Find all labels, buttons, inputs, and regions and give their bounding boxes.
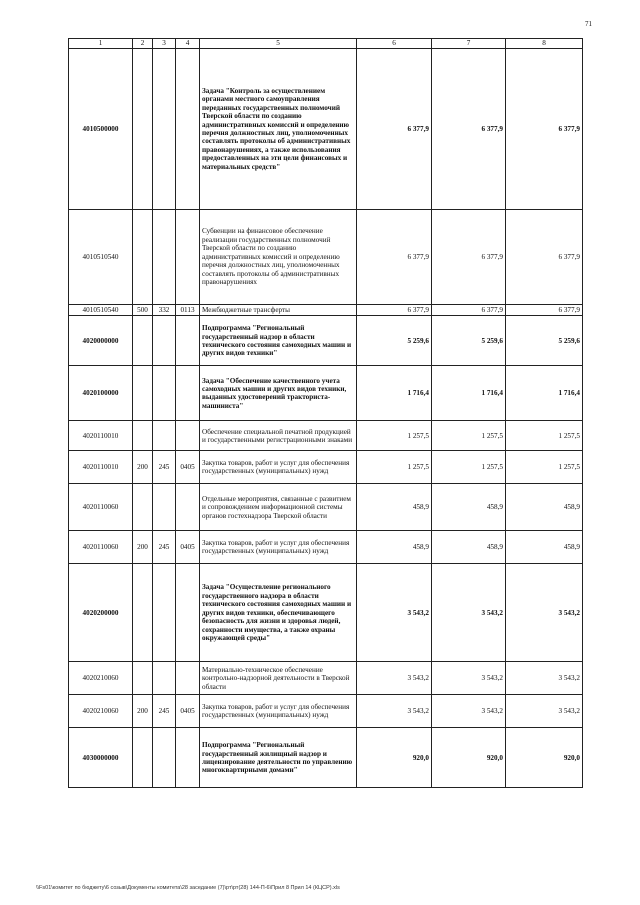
cell-desc: Отдельные мероприятия, связанные с развитием и сопровождением информационной системы органов гостехнадзора Тверской области [200, 484, 357, 531]
table-row [69, 421, 583, 451]
cell-desc: Подпрограмма "Региональный государственный жилищный надзор и лицензирование деятельности по управлению многоквартирными домами" [200, 728, 357, 788]
cell-c4 [176, 210, 200, 305]
file-path-footer: \\Fs01\комитет по бюджету\6 созыв\Документы комитета\28 заседание (7)\рт\рт(28) 144-П-6\Прил 8 Прил 14 (КЦСР).xls [36, 885, 340, 891]
cell-c4: 0405 [176, 451, 200, 484]
cell-v6: 458,9 [357, 484, 432, 531]
cell-v7: 3 543,2 [432, 564, 506, 662]
cell-code: 4010510540 [69, 305, 133, 316]
cell-desc: Обеспечение специальной печатной продукцией и государственными регистрационными знаками [200, 421, 357, 451]
cell-desc: Материально-техническое обеспечение контрольно-надзорной деятельности в Тверской области [200, 662, 357, 695]
cell-code: 4020210060 [69, 662, 133, 695]
cell-c3: 245 [153, 451, 176, 484]
cell-code: 4020000000 [69, 316, 133, 366]
table-row [69, 305, 583, 316]
cell-c4: 0405 [176, 531, 200, 564]
column-header: 5 [200, 39, 357, 49]
cell-c2 [133, 210, 153, 305]
cell-code: 4010510540 [69, 210, 133, 305]
cell-v7: 6 377,9 [432, 305, 506, 316]
cell-v7: 1 716,4 [432, 366, 506, 421]
cell-desc: Закупка товаров, работ и услуг для обеспечения государственных (муниципальных) нужд [200, 451, 357, 484]
table-row [69, 662, 583, 695]
table-row [69, 366, 583, 421]
cell-code: 4020110060 [69, 531, 133, 564]
cell-v8: 5 259,6 [506, 316, 583, 366]
cell-v6: 3 543,2 [357, 564, 432, 662]
cell-c2 [133, 316, 153, 366]
cell-desc: Межбюджетные трансферты [200, 305, 357, 316]
cell-v7: 1 257,5 [432, 421, 506, 451]
cell-v8: 3 543,2 [506, 695, 583, 728]
cell-c3: 332 [153, 305, 176, 316]
cell-c4 [176, 484, 200, 531]
cell-c4 [176, 421, 200, 451]
cell-code: 4020200000 [69, 564, 133, 662]
cell-c3 [153, 728, 176, 788]
cell-c3 [153, 366, 176, 421]
cell-desc: Закупка товаров, работ и услуг для обеспечения государственных (муниципальных) нужд [200, 695, 357, 728]
column-header: 7 [432, 39, 506, 49]
cell-v8: 6 377,9 [506, 49, 583, 210]
cell-c2 [133, 366, 153, 421]
table-row [69, 210, 583, 305]
cell-v6: 6 377,9 [357, 305, 432, 316]
table-header-row [69, 39, 583, 49]
cell-v6: 3 543,2 [357, 662, 432, 695]
cell-code: 4010500000 [69, 49, 133, 210]
cell-c2: 500 [133, 305, 153, 316]
cell-c3 [153, 421, 176, 451]
table-row [69, 484, 583, 531]
cell-v6: 1 257,5 [357, 451, 432, 484]
cell-code: 4020110060 [69, 484, 133, 531]
cell-code: 4020110010 [69, 451, 133, 484]
column-header: 6 [357, 39, 432, 49]
cell-v8: 6 377,9 [506, 210, 583, 305]
cell-v7: 458,9 [432, 531, 506, 564]
cell-v7: 920,0 [432, 728, 506, 788]
cell-desc: Задача "Обеспечение качественного учета самоходных машин и других видов техники, выданных удостоверений тракториста-машиниста" [200, 366, 357, 421]
cell-v6: 6 377,9 [357, 210, 432, 305]
cell-c3 [153, 662, 176, 695]
cell-v7: 3 543,2 [432, 662, 506, 695]
cell-v6: 5 259,6 [357, 316, 432, 366]
cell-c4 [176, 728, 200, 788]
column-header: 3 [153, 39, 176, 49]
cell-v8: 1 716,4 [506, 366, 583, 421]
cell-v8: 920,0 [506, 728, 583, 788]
cell-v6: 6 377,9 [357, 49, 432, 210]
cell-v6: 458,9 [357, 531, 432, 564]
column-header: 8 [506, 39, 583, 49]
cell-desc: Закупка товаров, работ и услуг для обеспечения государственных (муниципальных) нужд [200, 531, 357, 564]
cell-c4 [176, 662, 200, 695]
cell-v6: 3 543,2 [357, 695, 432, 728]
cell-c3 [153, 564, 176, 662]
cell-v7: 458,9 [432, 484, 506, 531]
cell-v6: 1 257,5 [357, 421, 432, 451]
cell-v8: 3 543,2 [506, 564, 583, 662]
table-row [69, 695, 583, 728]
cell-code: 4020210060 [69, 695, 133, 728]
column-header: 4 [176, 39, 200, 49]
cell-c4 [176, 564, 200, 662]
cell-c3: 245 [153, 695, 176, 728]
cell-v8: 458,9 [506, 531, 583, 564]
cell-c2 [133, 662, 153, 695]
cell-c2 [133, 421, 153, 451]
column-header: 2 [133, 39, 153, 49]
cell-c2: 200 [133, 695, 153, 728]
cell-c3 [153, 210, 176, 305]
cell-v6: 920,0 [357, 728, 432, 788]
cell-code: 4020100000 [69, 366, 133, 421]
table-row [69, 728, 583, 788]
cell-v7: 6 377,9 [432, 210, 506, 305]
cell-v8: 458,9 [506, 484, 583, 531]
cell-c4 [176, 49, 200, 210]
cell-desc: Субвенции на финансовое обеспечение реализации государственных полномочий Тверской области по созданию административных комиссий и определению перечня должностных лиц, уполномоченных составлять протоколы об административных правонарушениях [200, 210, 357, 305]
cell-desc: Подпрограмма "Региональный государственный надзор в области технического состояния самоходных машин и других видов техники" [200, 316, 357, 366]
table-row [69, 49, 583, 210]
cell-c4: 0405 [176, 695, 200, 728]
cell-c3 [153, 316, 176, 366]
column-header: 1 [69, 39, 133, 49]
cell-v8: 3 543,2 [506, 662, 583, 695]
cell-v7: 5 259,6 [432, 316, 506, 366]
cell-c2 [133, 564, 153, 662]
cell-v8: 1 257,5 [506, 451, 583, 484]
table-row [69, 531, 583, 564]
table-row [69, 451, 583, 484]
cell-c2 [133, 49, 153, 210]
cell-code: 4020110010 [69, 421, 133, 451]
cell-desc: Задача "Осуществление регионального государственного надзора в области технического состояния самоходных машин и других видов техники, обеспечивающего безопасность для жизни и здоровья людей, сохранности имущества, а также охраны окружающей среды" [200, 564, 357, 662]
cell-v7: 3 543,2 [432, 695, 506, 728]
cell-c4 [176, 366, 200, 421]
cell-v8: 6 377,9 [506, 305, 583, 316]
cell-v8: 1 257,5 [506, 421, 583, 451]
page-number: 71 [585, 20, 592, 28]
table-row [69, 564, 583, 662]
cell-c4 [176, 316, 200, 366]
cell-c2: 200 [133, 451, 153, 484]
table-row [69, 316, 583, 366]
cell-v7: 6 377,9 [432, 49, 506, 210]
cell-v6: 1 716,4 [357, 366, 432, 421]
cell-c2 [133, 484, 153, 531]
cell-desc: Задача "Контроль за осуществлением органами местного самоуправления переданных государственных полномочий Тверской области по созданию административных комиссий и определению перечня должностных лиц, уполномоченных составлять протоколы об административных правонарушениях, а также использования предоставленных на эти цели финансовых и материальных средств" [200, 49, 357, 210]
cell-c2: 200 [133, 531, 153, 564]
budget-table [68, 38, 583, 788]
cell-v7: 1 257,5 [432, 451, 506, 484]
cell-code: 4030000000 [69, 728, 133, 788]
cell-c4: 0113 [176, 305, 200, 316]
cell-c3: 245 [153, 531, 176, 564]
cell-c3 [153, 484, 176, 531]
cell-c2 [133, 728, 153, 788]
cell-c3 [153, 49, 176, 210]
